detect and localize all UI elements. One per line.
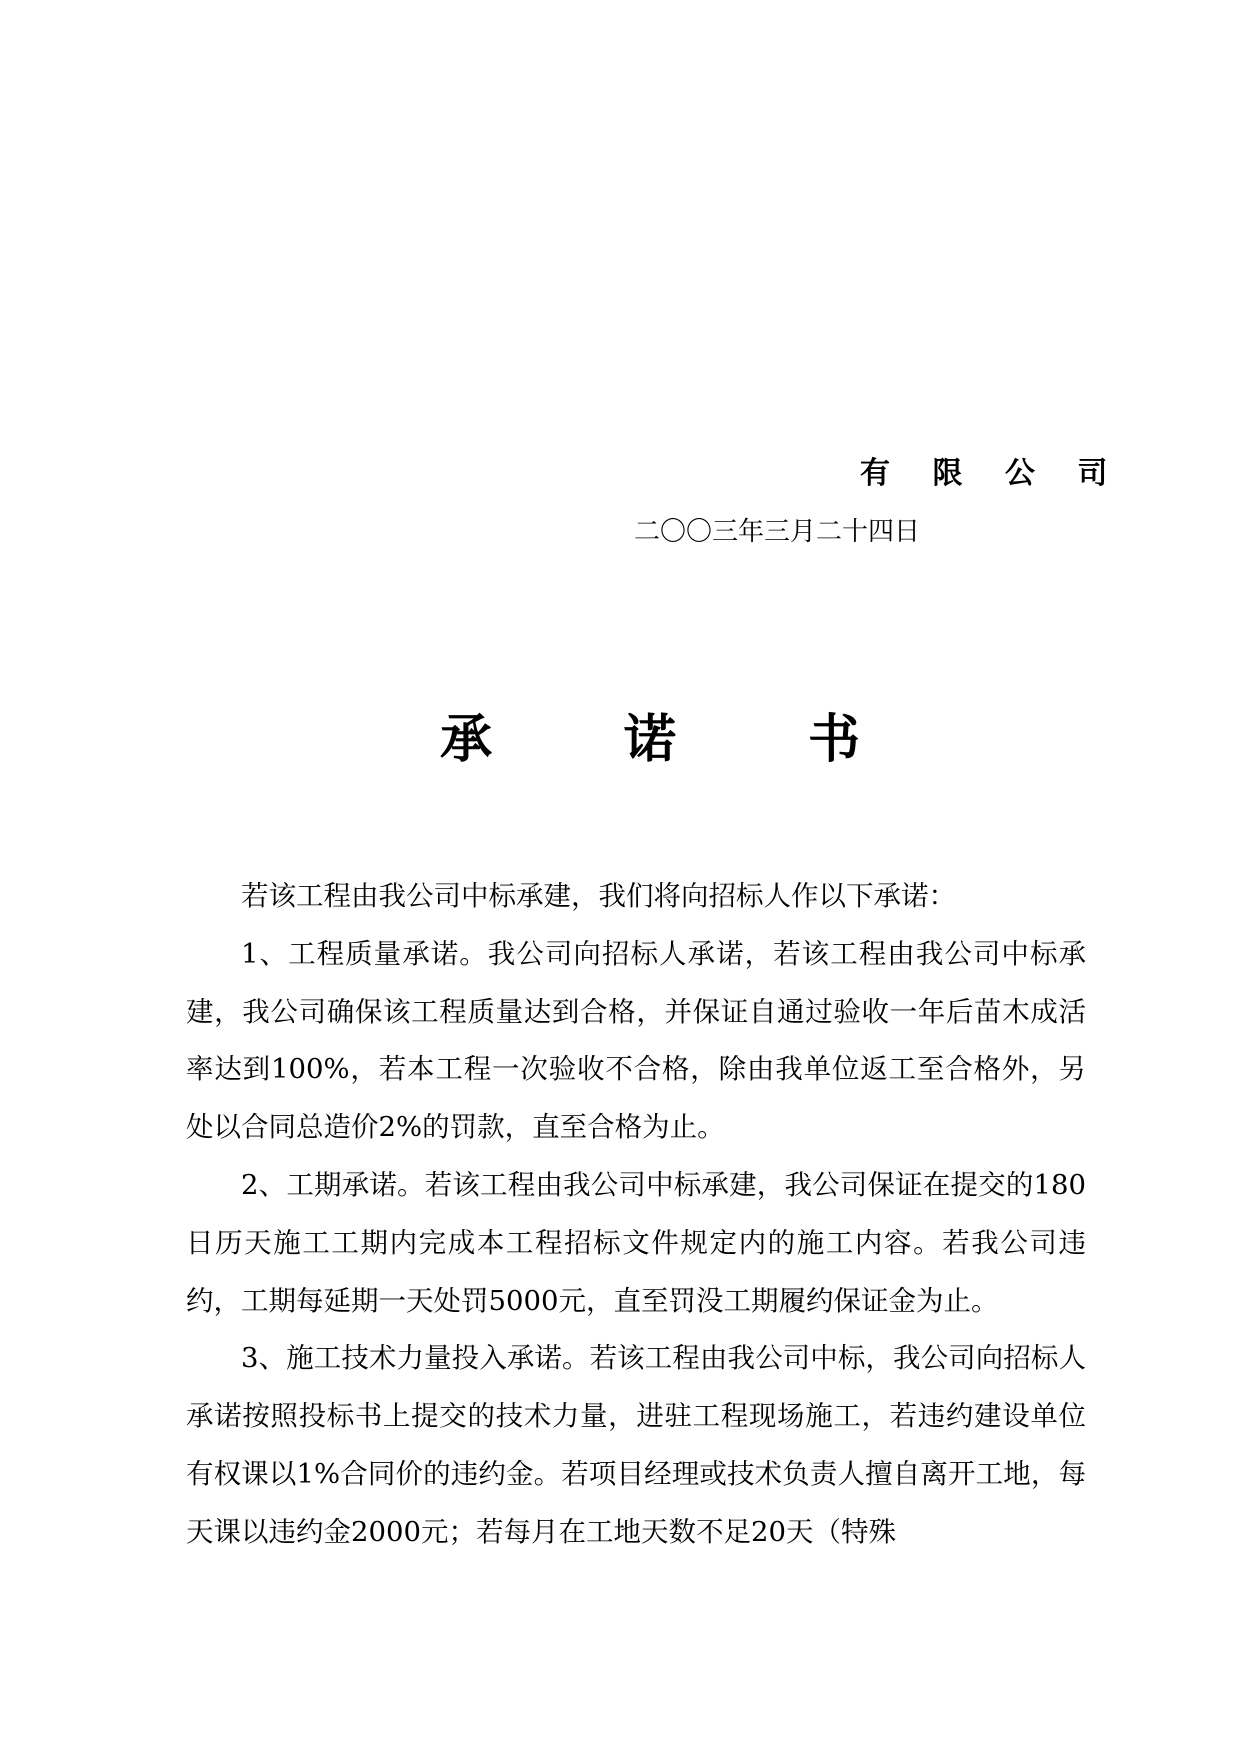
technical-commitment-paragraph: 3、施工技术力量投入承诺。若该工程由我公司中标，我公司向招标人承诺按照投标书上提交的技术力量，进驻工程现场施工，若违约建设单位有权课以1%合同价的违约金。若项目经理或技术负责人擅自离开工地，每天课以违约金2000元；若每月在工地天数不足20天（特殊 xyxy=(186,1342,1086,1548)
document-title xyxy=(440,705,860,775)
title-char: 书 xyxy=(807,709,860,770)
company-name: 有 限 公 司 xyxy=(860,456,1124,491)
title-char: 承 xyxy=(440,709,493,770)
quality-commitment-paragraph: 1、工程质量承诺。我公司向招标人承诺，若该工程由我公司中标承建，我公司确保该工程质量达到合格，并保证自通过验收一年后苗木成活率达到100%，若本工程一次验收不合格，除由我单位返工至合格外，另处以合同总造价2%的罚款，直至合格为止。 xyxy=(186,937,1086,1144)
title-char: 诺 xyxy=(623,709,676,770)
schedule-commitment-paragraph: 2、工期承诺。若该工程由我公司中标承建，我公司保证在提交的180日历天施工工期内完成本工程招标文件规定内的施工内容。若我公司违约，工期每延期一天处罚5000元，直至罚没工期履约保证金为止。 xyxy=(186,1168,1086,1317)
document-body xyxy=(186,868,1086,1562)
intro-paragraph: 若该工程由我公司中标承建，我们将向招标人作以下承诺： xyxy=(241,880,956,912)
document-date: 二〇〇三年三月二十四日 xyxy=(634,517,921,547)
